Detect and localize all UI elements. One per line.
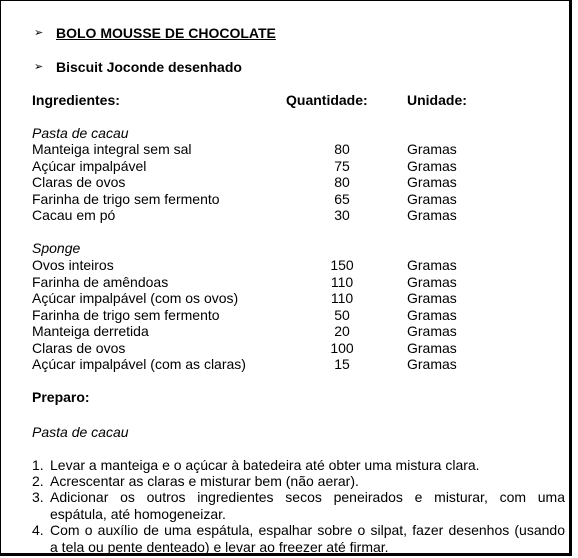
ingredient-qty: 15: [334, 356, 350, 372]
ingredients-header: Ingredientes:: [32, 92, 120, 108]
ingredient-qty: 110: [330, 274, 354, 290]
ingredient-unit: Gramas: [407, 141, 457, 157]
ingredient-qty: 80: [334, 174, 350, 190]
step-number: 3.: [32, 489, 44, 505]
ingredient-name: Farinha de trigo sem fermento: [32, 191, 220, 207]
group-name: Pasta de cacau: [32, 125, 129, 141]
step-line: Acrescentar as claras e misturar bem (não aerar).: [50, 473, 359, 489]
step-number: 4.: [32, 522, 44, 538]
ingredient-name: Cacau em pó: [32, 207, 116, 223]
step-text: [50, 457, 565, 474]
recipe-title: BOLO MOUSSE DE CHOCOLATE: [56, 25, 276, 41]
ingredient-name: Farinha de trigo sem fermento: [32, 307, 220, 323]
group-name: Sponge: [32, 240, 81, 256]
step-number: 2.: [32, 473, 44, 489]
step-line: espátula, até homogeneizar.: [50, 505, 226, 522]
step-line: Com o auxílio de uma espátula, espalhar sobre o silpat, fazer desenhos (usando: [50, 522, 565, 538]
ingredient-unit: Gramas: [407, 257, 457, 273]
ingredient-qty: 20: [334, 323, 350, 339]
ingredient-unit: Gramas: [407, 340, 457, 356]
ingredient-name: Açúcar impalpável (com as claras): [32, 356, 246, 372]
ingredient-qty: 80: [334, 141, 350, 157]
recipe-subtitle: Biscuit Joconde desenhado: [56, 59, 242, 75]
title-bullet-icon: ➢: [34, 27, 44, 39]
ingredient-qty: 100: [330, 340, 354, 356]
ingredient-unit: Gramas: [407, 323, 457, 339]
unit-header: Unidade:: [407, 92, 467, 108]
ingredient-qty: 150: [330, 257, 354, 273]
quantity-header: Quantidade:: [286, 92, 368, 108]
ingredient-unit: Gramas: [407, 274, 457, 290]
ingredient-name: Manteiga derretida: [32, 323, 149, 339]
preparo-subheading: Pasta de cacau: [32, 424, 129, 440]
step-text: [50, 522, 565, 555]
ingredient-qty: 110: [330, 290, 354, 306]
ingredient-unit: Gramas: [407, 207, 457, 223]
subtitle-bullet-icon: ➢: [34, 61, 44, 73]
ingredient-name: Ovos inteiros: [32, 257, 114, 273]
ingredient-unit: Gramas: [407, 307, 457, 323]
ingredient-name: Manteiga integral sem sal: [32, 141, 192, 157]
step-line: Adicionar os outros ingredientes secos peneirados e misturar, com uma: [50, 489, 565, 505]
ingredient-name: Açúcar impalpável (com os ovos): [32, 290, 239, 306]
ingredient-unit: Gramas: [407, 174, 457, 190]
ingredient-unit: Gramas: [407, 356, 457, 372]
step-line: a tela ou pente denteado) e levar ao freezer até firmar.: [50, 538, 389, 555]
ingredient-qty: 75: [334, 158, 350, 174]
ingredient-name: Farinha de amêndoas: [32, 274, 169, 290]
ingredient-unit: Gramas: [407, 290, 457, 306]
ingredient-unit: Gramas: [407, 158, 457, 174]
ingredient-name: Claras de ovos: [32, 340, 126, 356]
ingredient-qty: 50: [334, 307, 350, 323]
step-number: 1.: [32, 457, 44, 473]
ingredient-name: Claras de ovos: [32, 174, 126, 190]
preparo-heading: Preparo:: [32, 389, 90, 405]
ingredient-unit: Gramas: [407, 191, 457, 207]
ingredient-qty: 65: [334, 191, 350, 207]
ingredient-qty: 30: [334, 207, 350, 223]
step-text: [50, 473, 565, 490]
ingredient-name: Açúcar impalpável: [32, 158, 147, 174]
step-line: Levar a manteiga e o açúcar à batedeira até obter uma mistura clara.: [50, 457, 480, 473]
step-text: [50, 489, 565, 522]
